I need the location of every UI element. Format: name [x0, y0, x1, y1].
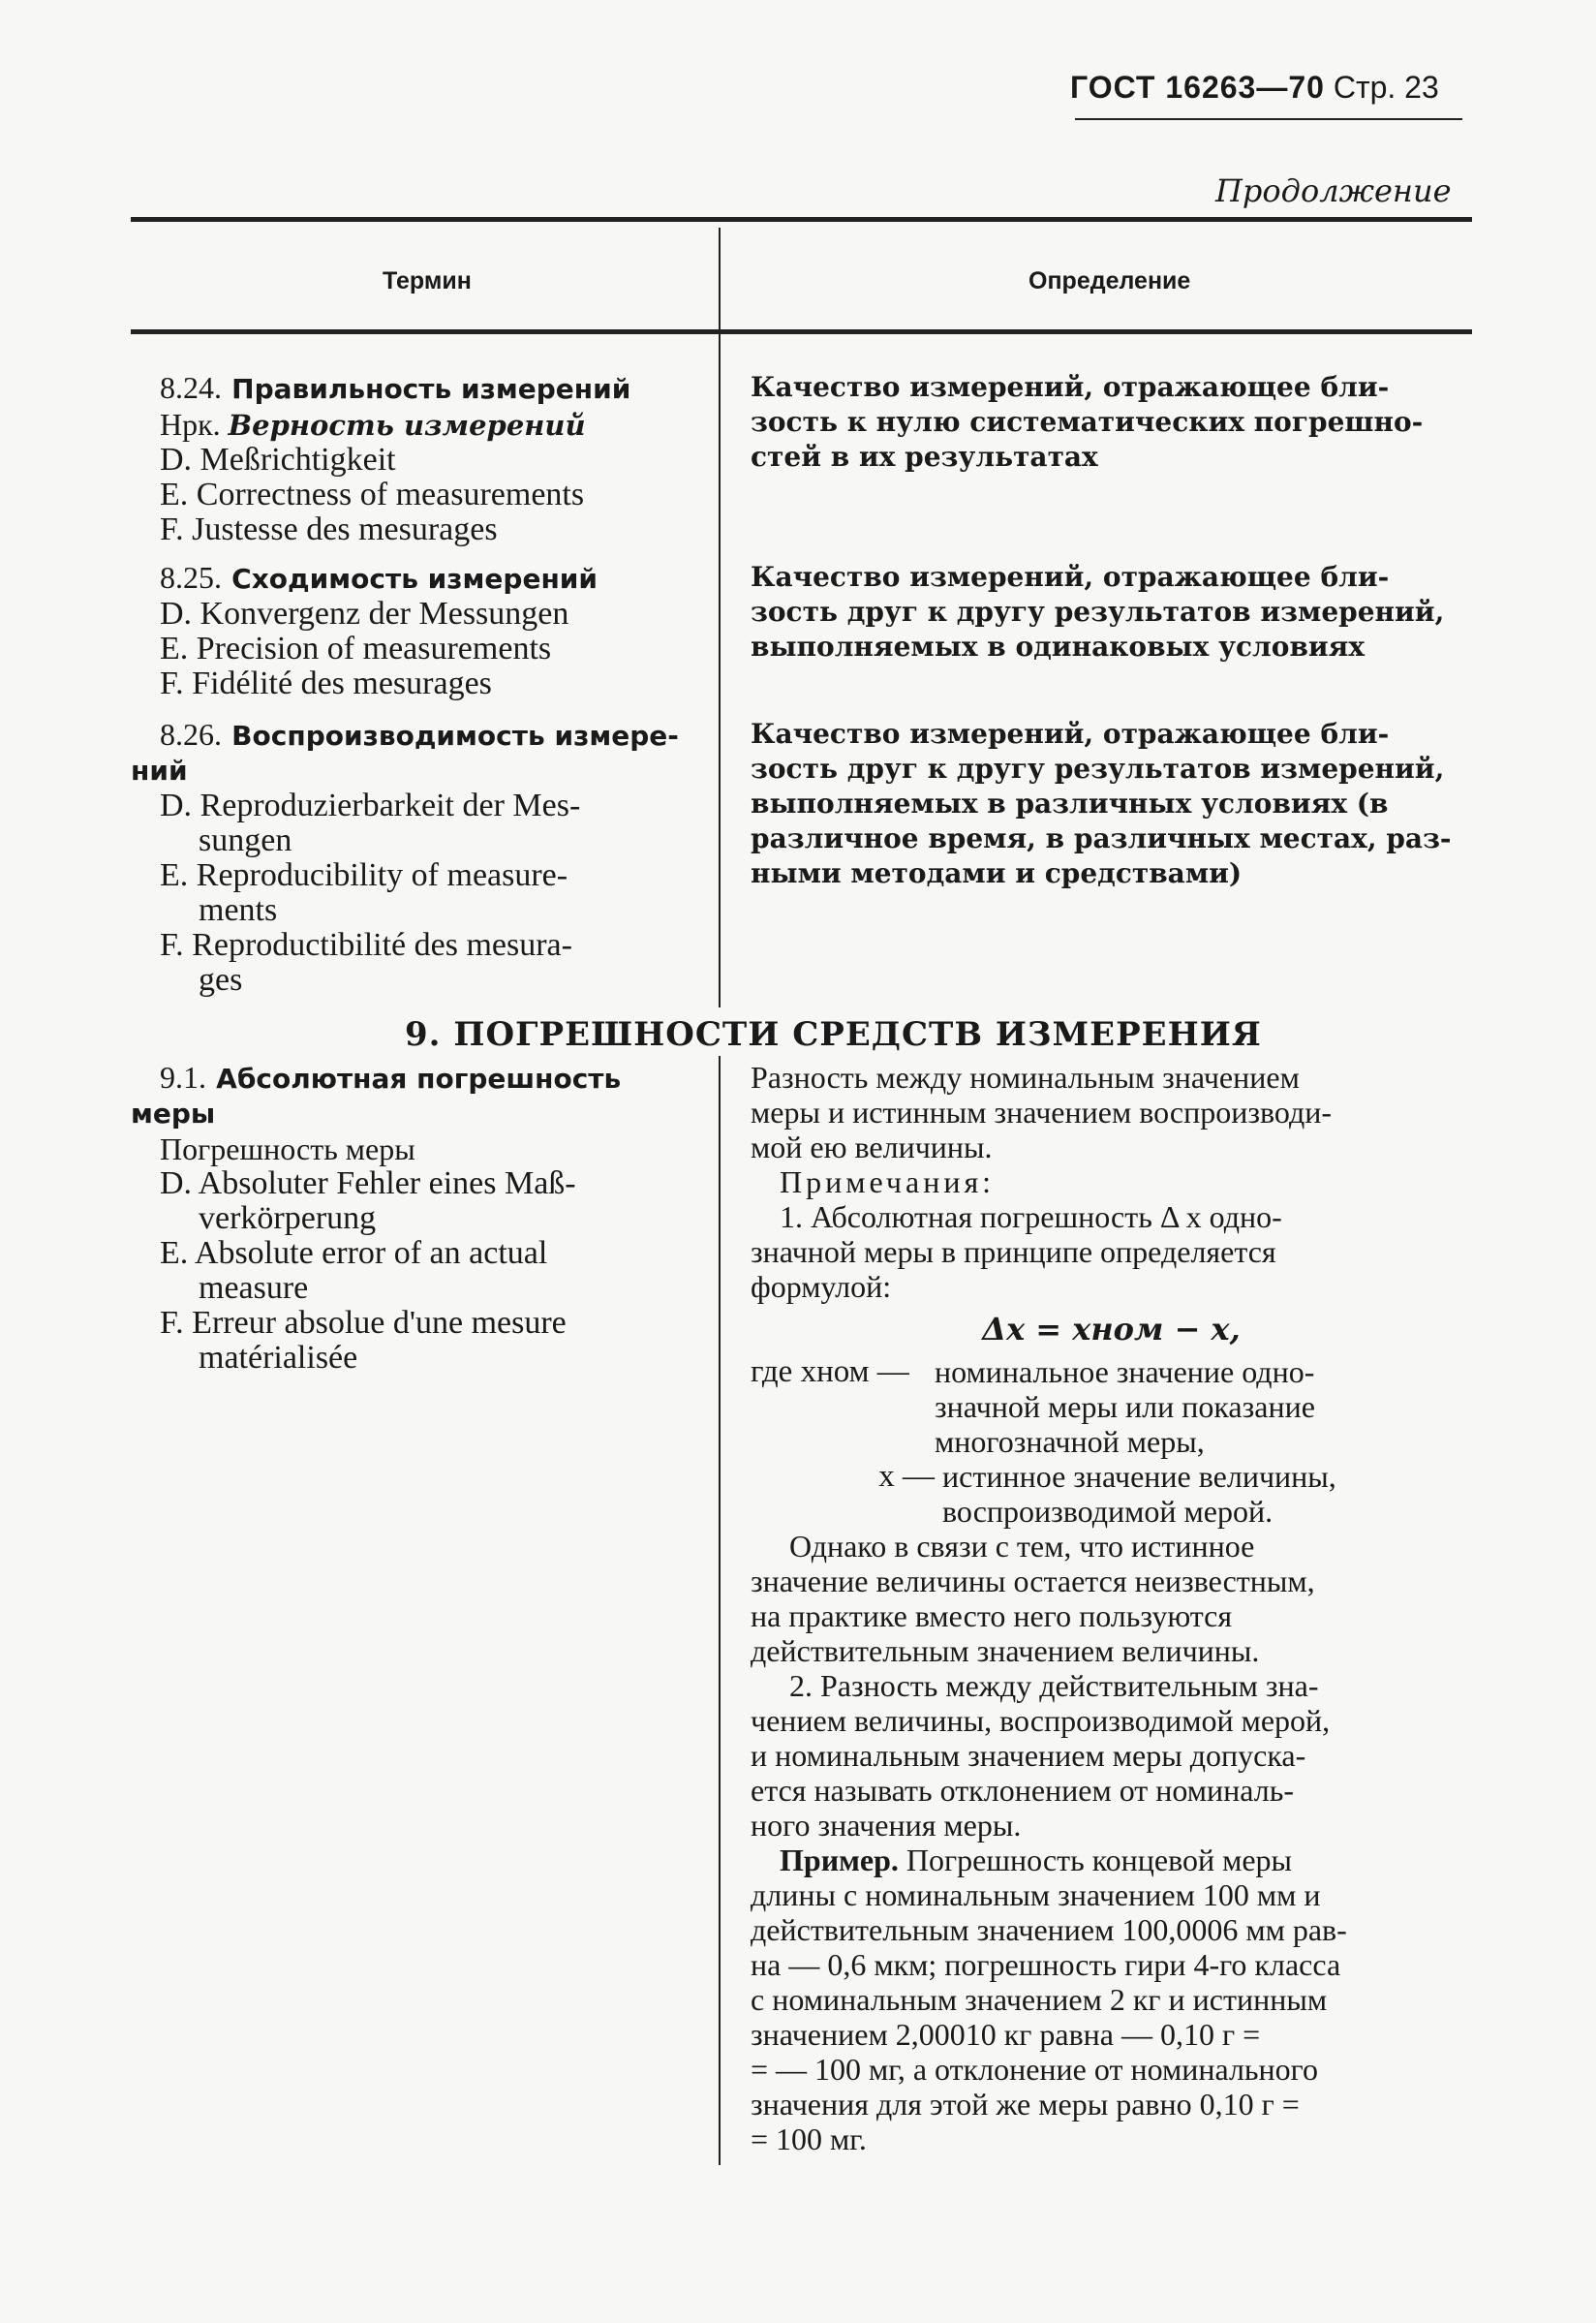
section-title: 9. ПОГРЕШНОСТИ СРЕДСТВ ИЗМЕРЕНИЯ: [405, 1015, 1262, 1054]
where-block: [751, 1354, 1472, 1459]
definition-line: Качество измерений, отражающее бли-: [751, 718, 1390, 750]
header-rule: [1075, 118, 1462, 120]
formula: Δx = xном − x,: [982, 1311, 1241, 1347]
column-divider-bottom: [719, 1056, 721, 2165]
where-line: воспроизводимой мерой.: [942, 1494, 1274, 1529]
definition-line: мой ею величины.: [751, 1130, 993, 1164]
synonym-prefix: Нрк.: [160, 407, 221, 442]
column-divider-head: [719, 228, 721, 330]
lang-equivalent: E. Reproducibility of measure-: [160, 857, 568, 893]
term-synonym: Верность измерений: [228, 409, 586, 442]
definition-9-1: [751, 1060, 1472, 2156]
definition-line: стей в их результатах: [751, 441, 1098, 473]
definition-8-25: [751, 560, 1472, 665]
term-9-1: [131, 1060, 702, 1376]
example-line: = — 100 мг, а отклонение от номинального: [751, 2052, 1318, 2087]
where-block-2: [751, 1459, 1472, 1529]
term-synonym: Погрешность меры: [160, 1131, 415, 1166]
term-number: 8.25.: [160, 560, 222, 595]
definition-line: выполняемых в одинаковых условиях: [751, 631, 1366, 663]
column-header-term: Термин: [383, 267, 472, 294]
lang-equivalent: ments: [199, 892, 278, 928]
lang-equivalent: F. Fidélité des mesurages: [160, 666, 492, 701]
however-line: Однако в связи с тем, что истинное: [789, 1529, 1255, 1564]
definition-8-24: [751, 370, 1472, 475]
standard-number: ГОСТ 16263—70: [1070, 70, 1325, 105]
example-line: длины с номинальным значением 100 мм и: [751, 1877, 1321, 1912]
term-name: Абсолютная погрешность: [216, 1063, 622, 1095]
term-number: 8.24.: [160, 370, 222, 405]
term-name: Правильность измерений: [231, 373, 631, 405]
example-line: = 100 мг.: [751, 2122, 867, 2156]
definition-line: ными методами и средствами): [751, 857, 1243, 889]
lang-equivalent: verkörperung: [199, 1200, 377, 1236]
lang-equivalent: ges: [199, 962, 243, 998]
lang-equivalent: E. Absolute error of an actual: [160, 1235, 548, 1271]
note2-line: ного значения меры.: [751, 1808, 1022, 1843]
term-name: Сходимость измерений: [231, 563, 598, 595]
definition-line: зость друг к другу результатов измерений,: [751, 596, 1445, 628]
definition-line: зость к нулю систематических погрешно-: [751, 406, 1424, 438]
page-header: [1070, 70, 1439, 106]
where-line: многозначной меры,: [935, 1424, 1205, 1459]
however-line: значение величины остается неизвестным,: [751, 1564, 1315, 1598]
term-8-26: [131, 717, 702, 998]
where-prefix: где xном —: [751, 1354, 909, 1389]
where-line: значной меры или показание: [935, 1389, 1315, 1424]
definition-line: выполняемых в различных условиях (в: [751, 788, 1389, 820]
term-name-cont: меры: [131, 1098, 216, 1130]
lang-equivalent: E. Precision of measurements: [160, 631, 552, 666]
example-line: Погрешность концевой меры: [905, 1843, 1293, 1877]
example-line: значением 2,00010 кг равна — 0,10 г =: [751, 2017, 1261, 2052]
term-8-24: [160, 370, 702, 547]
lang-equivalent: matérialisée: [199, 1340, 358, 1376]
definition-line: меры и истинным значением воспроизводи-: [751, 1095, 1333, 1130]
term-number: 8.26.: [160, 717, 222, 752]
note2-line: чением величины, воспроизводимой мерой,: [751, 1703, 1331, 1738]
term-name: Воспроизводимость измере-: [231, 720, 679, 752]
example-line: значения для этой же меры равно 0,10 г =: [751, 2087, 1300, 2122]
lang-equivalent: measure: [199, 1270, 309, 1306]
definition-line: Качество измерений, отражающее бли-: [751, 561, 1390, 593]
note2-line: 2. Разность между действительным зна-: [789, 1668, 1319, 1703]
note-line: формулой:: [751, 1269, 892, 1304]
example-line: на — 0,6 мкм; погрешность гири 4-го класса: [751, 1947, 1341, 1982]
lang-equivalent: sungen: [199, 822, 292, 858]
where-line: номинальное значение одно-: [935, 1354, 1315, 1389]
term-8-25: [160, 560, 702, 701]
definition-line: Разность между номинальным значением: [751, 1060, 1300, 1095]
example-line: действительным значением 100,0006 мм рав-: [751, 1912, 1347, 1947]
lang-equivalent: D. Reproduzierbarkeit der Mes-: [160, 788, 581, 823]
term-name-cont: ний: [131, 755, 188, 787]
note2-line: ется называть отклонением от номиналь-: [751, 1773, 1294, 1808]
example-line: с номинальным значением 2 кг и истинным: [751, 1982, 1328, 2017]
lang-equivalent: D. Meßrichtigkeit: [160, 442, 396, 478]
definition-line: Качество измерений, отражающее бли-: [751, 371, 1390, 403]
note-line: значной меры в принципе определяется: [751, 1234, 1276, 1269]
lang-equivalent: D. Konvergenz der Messungen: [160, 596, 569, 632]
table-header-rule: [131, 329, 1472, 334]
lang-equivalent: F. Justesse des mesurages: [160, 511, 498, 547]
example-label: Пример.: [780, 1843, 899, 1877]
however-line: на практике вместо него пользуются: [751, 1598, 1233, 1633]
where-line: истинное значение величины,: [942, 1459, 1336, 1494]
lang-equivalent: D. Absoluter Fehler eines Maß-: [160, 1165, 576, 1201]
notes-title: Примечания:: [780, 1164, 996, 1199]
column-divider-top: [719, 334, 721, 1007]
where2-prefix: x —: [878, 1459, 935, 1494]
definition-8-26: [751, 717, 1472, 891]
note-line: 1. Абсолютная погрешность Δ x одно-: [780, 1199, 1282, 1234]
continuation-label: Продолжение: [1215, 172, 1452, 209]
lang-equivalent: E. Correctness of measurements: [160, 477, 585, 512]
table-top-rule: [131, 217, 1472, 222]
note2-line: и номинальным значением меры допуска-: [751, 1738, 1306, 1773]
lang-equivalent: F. Reproductibilité des mesura-: [160, 927, 572, 963]
page-number: Стр. 23: [1333, 70, 1439, 105]
term-number: 9.1.: [160, 1060, 206, 1095]
column-header-definition: Определение: [1028, 267, 1191, 294]
lang-equivalent: F. Erreur absolue d'une mesure: [160, 1305, 567, 1341]
definition-line: различное время, в различных местах, раз-: [751, 822, 1452, 854]
definition-line: зость друг к другу результатов измерений,: [751, 753, 1445, 785]
however-line: действительным значением величины.: [751, 1633, 1260, 1668]
